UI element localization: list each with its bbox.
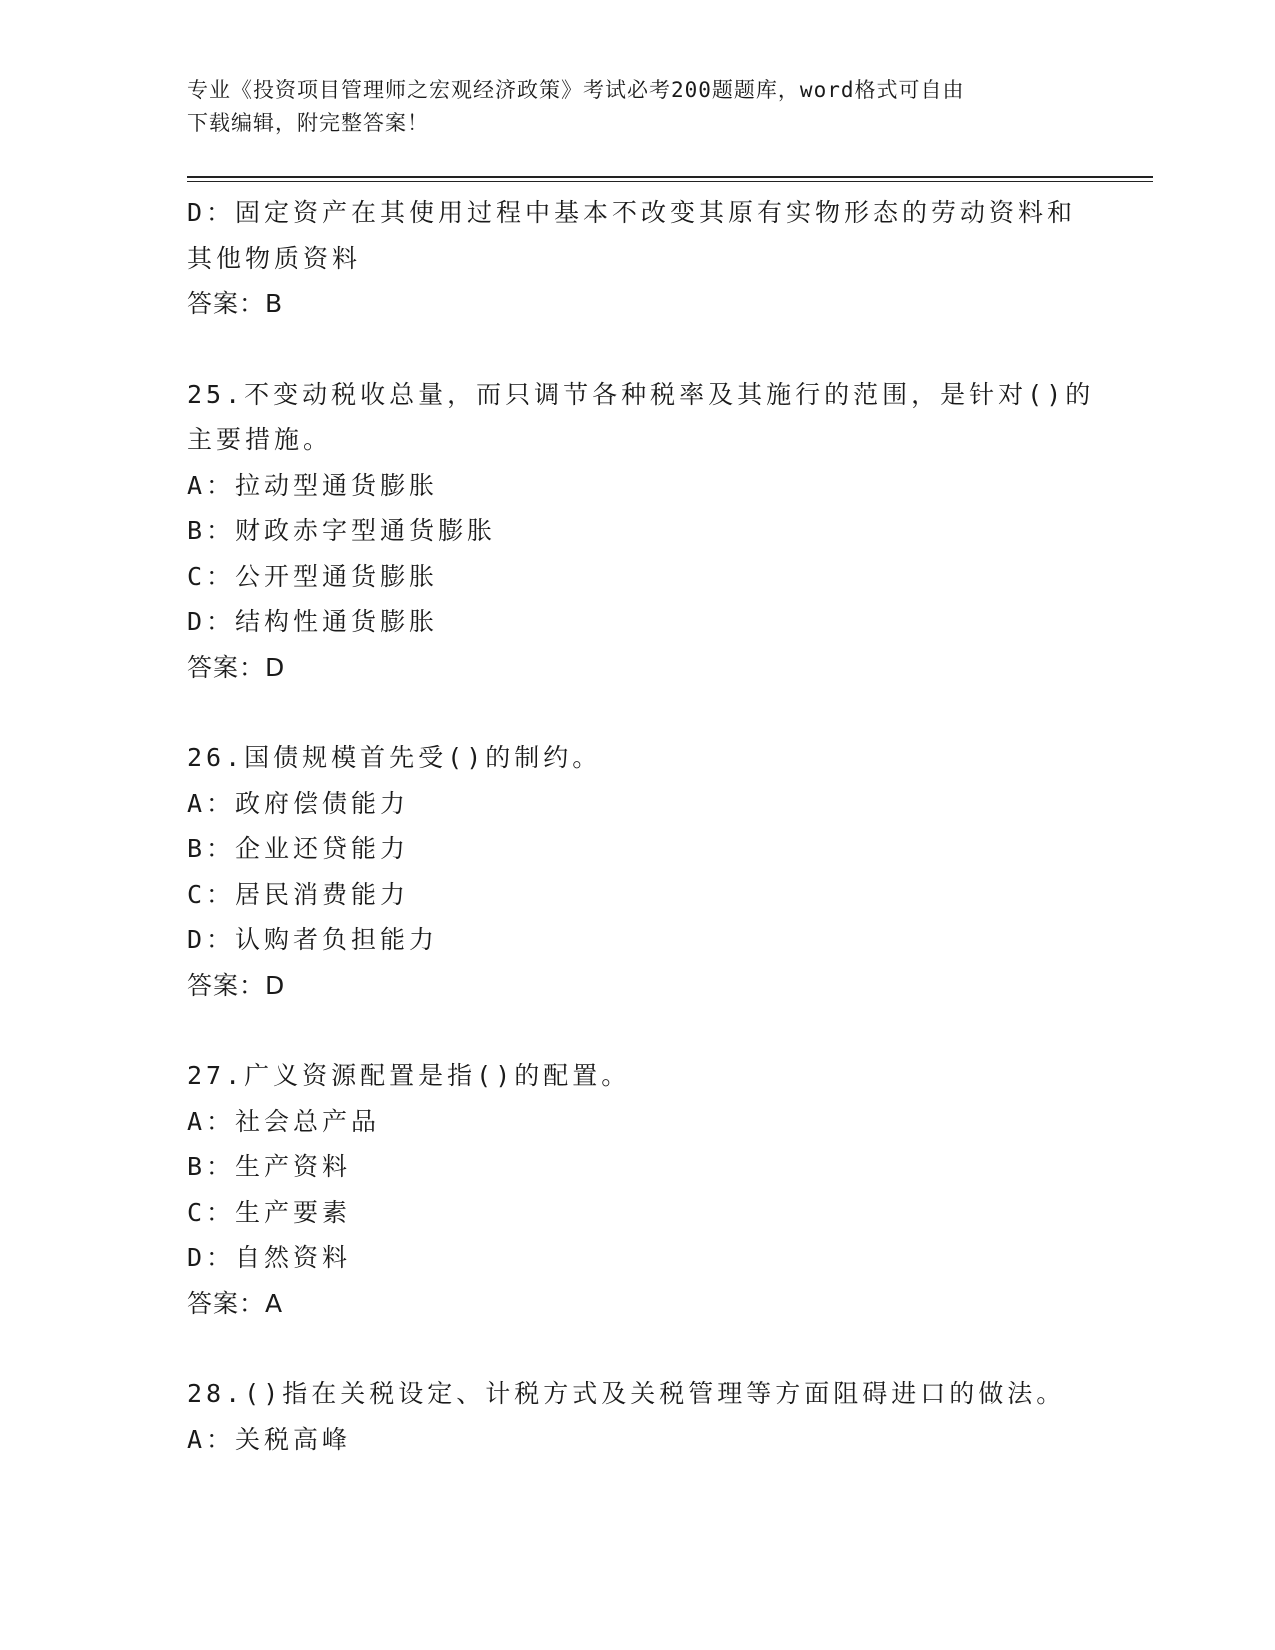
question-27	[187, 1053, 1087, 1326]
option-a: A：关税高峰	[187, 1424, 352, 1454]
option-a: A：社会总产品	[187, 1106, 381, 1136]
option-d: D：固定资产在其使用过程中基本不改变其原有实物形态的劳动资料和	[187, 198, 1077, 227]
header-divider-thick	[187, 176, 1153, 178]
question-text: 25.不变动税收总量，而只调节各种税率及其施行的范围，是针对()的	[187, 379, 1095, 409]
question-text: 26.国债规模首先受()的制约。	[187, 743, 602, 772]
answer-line: 答案：B	[187, 289, 284, 318]
header-line-2: 下载编辑，附完整答案！	[187, 111, 429, 135]
answer-line: 答案：D	[187, 652, 286, 682]
answer-line: 答案：A	[187, 1288, 284, 1318]
header-line-1: 专业《投资项目管理师之宏观经济政策》考试必考200题题库，word格式可自由	[187, 78, 965, 102]
question-list	[187, 190, 1095, 1462]
option-d: D：自然资料	[187, 1243, 352, 1272]
header-divider-thin	[187, 181, 1153, 182]
question-28	[187, 1371, 1087, 1462]
option-a: A：拉动型通货膨胀	[187, 470, 439, 500]
option-d: D：结构性通货膨胀	[187, 607, 439, 636]
option-b: B：财政赤字型通货膨胀	[187, 516, 497, 545]
option-b: B：企业还贷能力	[187, 834, 410, 863]
question-text: 27.广义资源配置是指()的配置。	[187, 1061, 631, 1090]
option-a: A：政府偿债能力	[187, 788, 410, 818]
question-25	[187, 372, 1095, 691]
answer-line: 答案：D	[187, 970, 286, 1000]
document-header	[187, 74, 1067, 140]
option-c: C：生产要素	[187, 1197, 352, 1227]
question-text: 28.()指在关税设定、计税方式及关税管理等方面阻碍进口的做法。	[187, 1379, 1066, 1408]
option-d: D：认购者负担能力	[187, 925, 439, 954]
option-c: C：居民消费能力	[187, 879, 410, 909]
question-26	[187, 735, 1087, 1008]
prev-question-tail	[187, 190, 1087, 327]
option-b: B：生产资料	[187, 1152, 352, 1181]
question-text-cont: 主要措施。	[187, 425, 333, 454]
option-d-cont: 其他物质资料	[187, 243, 362, 273]
option-c: C：公开型通货膨胀	[187, 561, 439, 591]
